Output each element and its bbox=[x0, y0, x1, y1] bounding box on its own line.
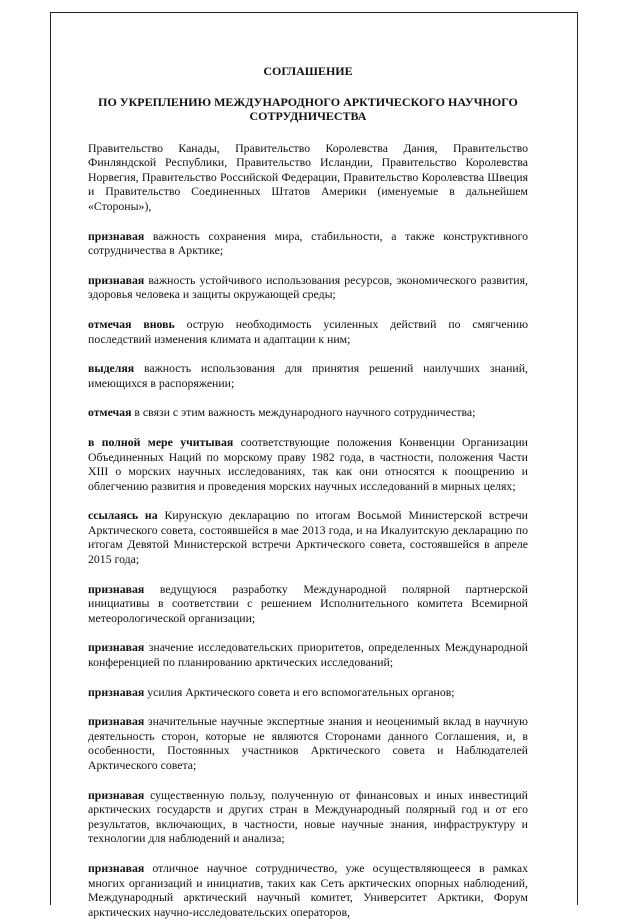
intro-paragraph: Правительство Канады, Правительство Королевства Дания, Правительство Финляндской Республики, Правительство Исландии, Правительство Королевства Норвегия, Правительство Российской Федерации, Правительство Королевства Швеция и Правительство Соединенных Штатов Америки (именуемые в дальнейшем «Стороны»), bbox=[88, 140, 528, 213]
clause-lead: отмечая вновь bbox=[88, 316, 175, 331]
clause-text: существенную пользу, полученную от финансовых и иных инвестиций арктических государств и других стран в Международный полярный год и от его результатов, включающих, в частности, новые научные знания, инфраструктуру и технологии для наблюдений и анализа; bbox=[88, 787, 528, 846]
clause-lead: признавая bbox=[88, 581, 145, 596]
clause-lead: отмечая bbox=[88, 405, 132, 420]
clause-text: важность устойчивого использования ресурсов, экономического развития, здоровья человека и защиты окружающей среды; bbox=[88, 272, 528, 302]
clause-text: Кирунскую декларацию по итогам Восьмой Министерской встречи Арктического совета, состоявшейся в мае 2013 года, и на Икалуитскую декларацию по итогам Девятой Министерской встречи Арктического совета, состоявшейся в апреле 2015 года; bbox=[88, 508, 528, 567]
clause-paragraph bbox=[88, 273, 528, 302]
clause-lead: признавая bbox=[88, 684, 145, 699]
clause-lead: признавая bbox=[88, 787, 145, 802]
clause-text: соответствующие положения Конвенции Организации Объединенных Наций по морскому праву 1982 года, в частности, положения Части XIII о морских научных исследованиях, так как они относятся к поощрению и облегчению развития и проведения морских научных исследований в мирных целях; bbox=[88, 434, 528, 493]
clause-paragraph bbox=[88, 361, 528, 390]
clause-paragraph bbox=[88, 640, 528, 669]
clause-lead: признавая bbox=[88, 714, 145, 729]
clause-lead: признавая bbox=[88, 272, 145, 287]
clause-paragraph bbox=[88, 861, 528, 919]
clause-text: в связи с этим важность международного научного сотрудничества; bbox=[131, 405, 476, 420]
clause-lead: признавая bbox=[88, 860, 145, 875]
clause-lead: выделяя bbox=[88, 361, 135, 376]
clause-text: важность использования для принятия решений наилучших знаний, имеющихся в распоряжении; bbox=[88, 361, 528, 390]
clause-text: значение исследовательских приоритетов, определенных Международной конференцией по планированию арктических исследований; bbox=[88, 640, 528, 670]
clause-paragraph bbox=[88, 317, 528, 346]
clause-paragraph bbox=[88, 714, 528, 772]
clause-lead: в полной мере учитывая bbox=[88, 434, 234, 449]
clause-paragraph bbox=[88, 582, 528, 626]
clause-text: значительные научные экспертные знания и неоценимый вклад в научную деятельность сторон, которые не являются Сторонами данного Соглашения, и, в особенности, Постоянных участников Арктического совета и Наблюдателей Арктического совета; bbox=[88, 714, 528, 772]
clause-text: важность сохранения мира, стабильности, а также конструктивного сотрудничества в Арктике; bbox=[88, 228, 528, 258]
clause-paragraph bbox=[88, 508, 528, 566]
clause-text: усилия Арктического совета и его вспомогательных органов; bbox=[144, 684, 455, 699]
clause-lead: признавая bbox=[88, 640, 145, 655]
clause-paragraph bbox=[88, 685, 528, 700]
document-subtitle: ПО УКРЕПЛЕНИЮ МЕЖДУНАРОДНОГО АРКТИЧЕСКОГО НАУЧНОГО СОТРУДНИЧЕСТВА bbox=[98, 94, 518, 123]
document-body bbox=[88, 64, 528, 919]
clause-paragraph bbox=[88, 788, 528, 846]
clause-paragraph bbox=[88, 229, 528, 258]
clause-lead: признавая bbox=[88, 228, 145, 243]
clause-lead: ссылаясь на bbox=[88, 508, 158, 523]
clause-paragraph bbox=[88, 435, 528, 493]
clause-paragraph bbox=[88, 405, 528, 420]
clause-text: острую необходимость усиленных действий по смягчению последствий изменения климата и адаптации к ним; bbox=[88, 316, 529, 346]
clause-text: ведущуюся разработку Международной полярной партнерской инициативы в соответствии с решением Исполнительного комитета Всемирной метеорологической организации; bbox=[88, 581, 528, 625]
document-title: СОГЛАШЕНИЕ bbox=[263, 64, 353, 78]
clause-text: отличное научное сотрудничество, уже осуществляющееся в рамках многих организаций и инициатив, таких как Сеть арктических опорных наблюдений, Международный арктический научный комитет, Университет Арктики, Форум арктических научно-исследовательских операторов, bbox=[88, 860, 528, 919]
